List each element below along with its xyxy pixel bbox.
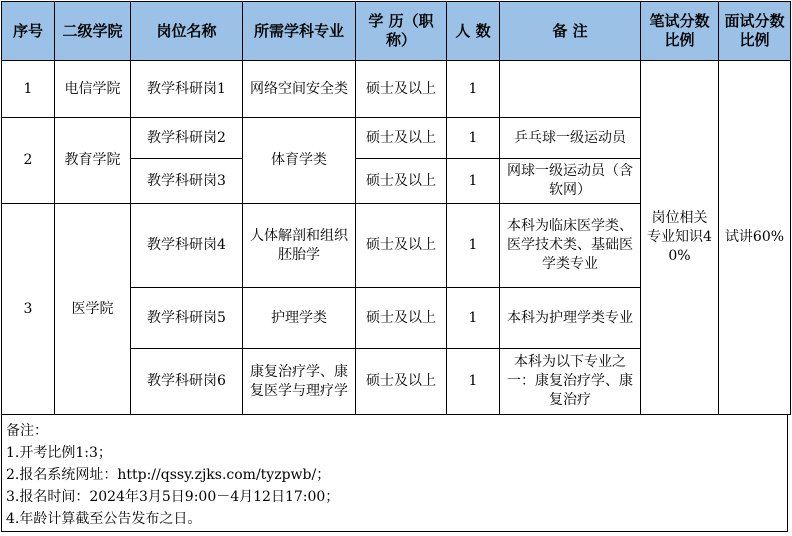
- header-interview-ratio: 面试分数比例: [719, 2, 791, 61]
- note-item: 3.报名时间：2024年3月5日9:00－4月12日17:00；: [6, 489, 340, 505]
- header-college: 二级学院: [55, 2, 131, 61]
- position-cell: 教学科研岗1: [131, 61, 243, 118]
- position-cell: 教学科研岗2: [131, 118, 243, 159]
- header-written-ratio: 笔试分数比例: [641, 2, 719, 61]
- education-cell: 硕士及以上: [356, 118, 447, 159]
- education-cell: 硕士及以上: [356, 61, 447, 118]
- education-cell: 硕士及以上: [356, 204, 447, 288]
- seq-cell: 2: [2, 118, 55, 204]
- remark-cell: 本科为护理学类专业: [500, 288, 641, 349]
- positions-table: [1, 1, 791, 415]
- count-cell: 1: [447, 118, 500, 159]
- table-row: [2, 61, 791, 118]
- remark-cell: 乒乓球一级运动员: [500, 118, 641, 159]
- interview-ratio-cell: 试讲60%: [719, 61, 791, 415]
- education-cell: 硕士及以上: [356, 288, 447, 349]
- seq-cell: 3: [2, 204, 55, 415]
- major-cell: 康复治疗学、康复医学与理疗学: [243, 349, 356, 415]
- notes-title: 备注：: [6, 423, 48, 439]
- header-education: 学 历（职称）: [356, 2, 447, 61]
- header-seq: 序号: [2, 2, 55, 61]
- count-cell: 1: [447, 204, 500, 288]
- note-item: 2.报名系统网址：http://qssy.zjks.com/tyzpwb/；: [6, 467, 331, 483]
- remark-cell: [500, 61, 641, 118]
- header-major: 所需学科专业: [243, 2, 356, 61]
- recruitment-sheet: [1, 1, 790, 534]
- remark-cell: 本科为临床医学类、医学技术类、基础医学类专业: [500, 204, 641, 288]
- education-cell: 硕士及以上: [356, 159, 447, 204]
- college-cell: 教育学院: [55, 118, 131, 204]
- major-cell: 体育学类: [243, 118, 356, 204]
- college-cell: 电信学院: [55, 61, 131, 118]
- note-item: 1.开考比例1:3；: [6, 445, 112, 461]
- header-remark: 备 注: [500, 2, 641, 61]
- count-cell: 1: [447, 159, 500, 204]
- seq-cell: 1: [2, 61, 55, 118]
- position-cell: 教学科研岗6: [131, 349, 243, 415]
- position-cell: 教学科研岗3: [131, 159, 243, 204]
- remark-cell: 本科为以下专业之一：康复治疗学、康复治疗: [500, 349, 641, 415]
- count-cell: 1: [447, 349, 500, 415]
- count-cell: 1: [447, 288, 500, 349]
- notes-section: [1, 414, 788, 532]
- major-cell: 人体解剖和组织胚胎学: [243, 204, 356, 288]
- header-position: 岗位名称: [131, 2, 243, 61]
- header-row: [2, 2, 791, 61]
- major-cell: 护理学类: [243, 288, 356, 349]
- major-cell: 网络空间安全类: [243, 61, 356, 118]
- position-cell: 教学科研岗4: [131, 204, 243, 288]
- note-item: 4.年龄计算截至公告发布之日。: [6, 511, 202, 527]
- remark-cell: 网球一级运动员（含软网）: [500, 159, 641, 204]
- count-cell: 1: [447, 61, 500, 118]
- college-cell: 医学院: [55, 204, 131, 415]
- header-count: 人 数: [447, 2, 500, 61]
- position-cell: 教学科研岗5: [131, 288, 243, 349]
- education-cell: 硕士及以上: [356, 349, 447, 415]
- written-ratio-cell: 岗位相关专业知识40%: [641, 61, 719, 415]
